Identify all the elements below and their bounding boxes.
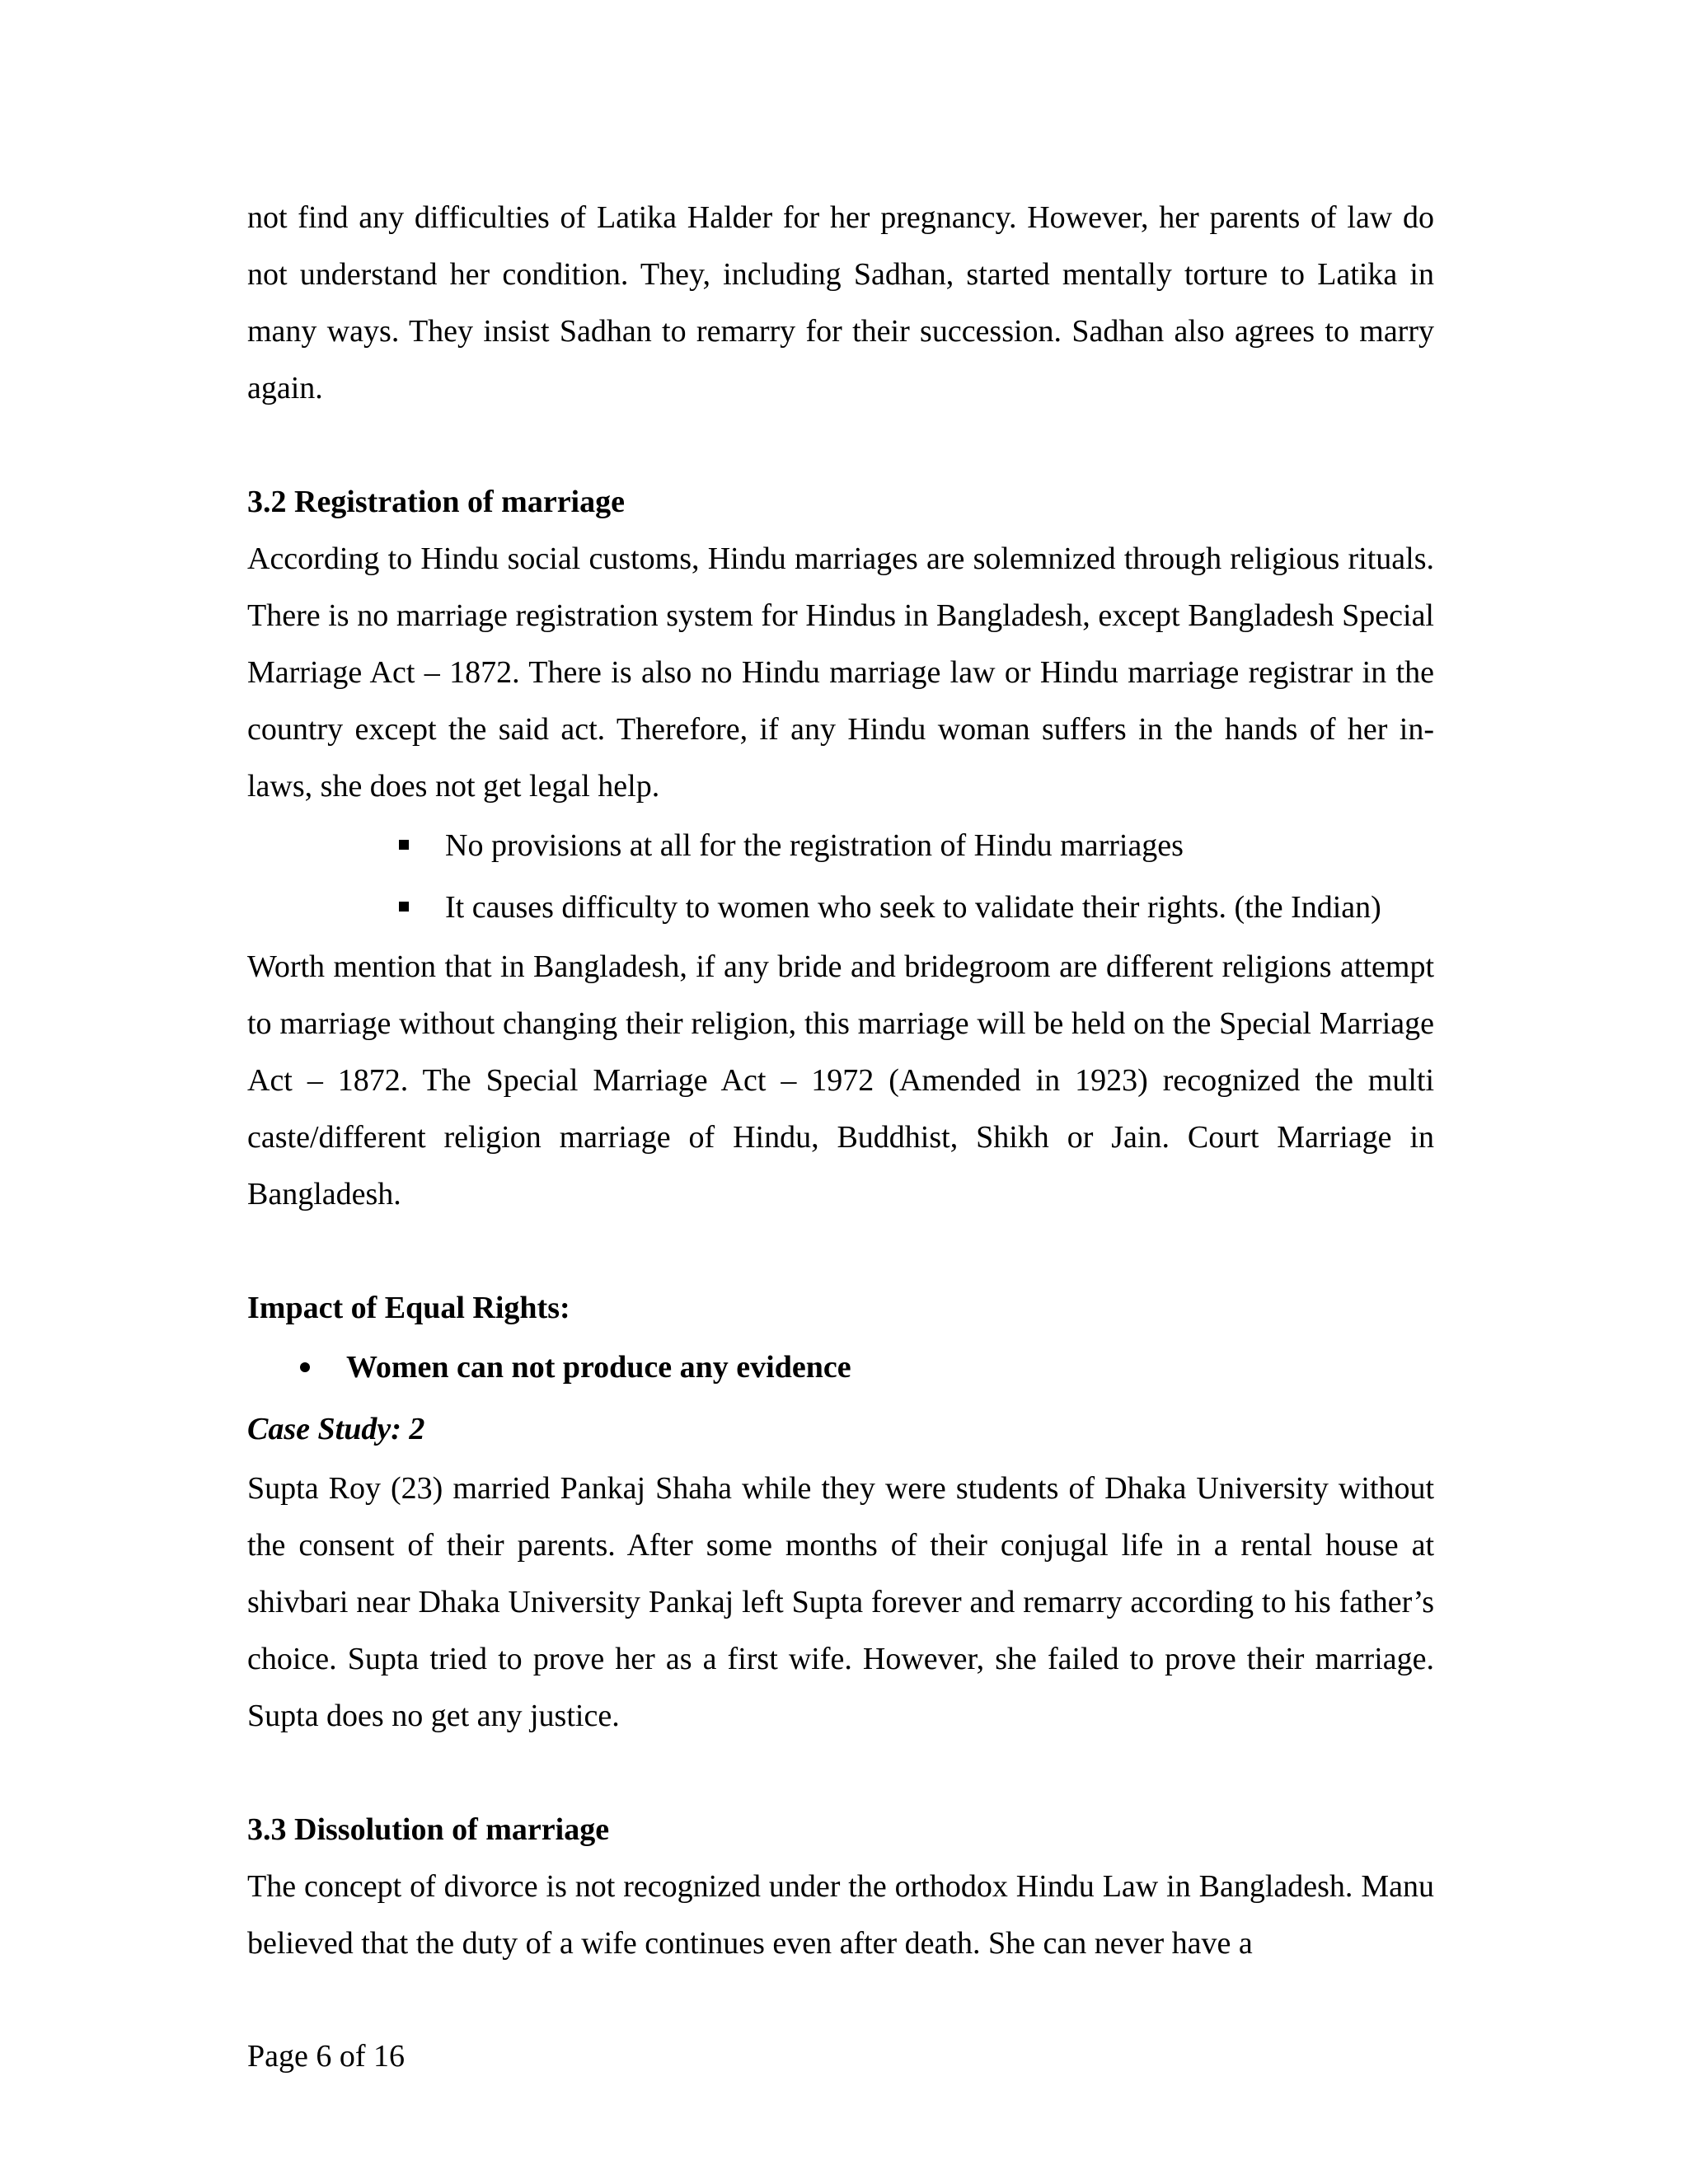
spacer (247, 1745, 1434, 1802)
paragraph-registration: According to Hindu social customs, Hindu marriages are solemnized through religious rituals. There is no marriage registration system for Hindus in Bangladesh, except Bangladesh Special Marriage Act – 1872. There is also no Hindu marriage law or Hindu marriage registrar in the country except the said act. Therefore, if any Hindu woman suffers in the hands of her in-laws, she does not get legal help. (247, 541, 1434, 804)
list-item (396, 877, 1434, 939)
round-bullet-icon (300, 1362, 310, 1372)
square-bullet-icon (399, 840, 409, 850)
list-item (297, 1337, 1434, 1399)
list-item (396, 815, 1434, 877)
list-item-text: No provisions at all for the registration of Hindu marriages (445, 828, 1184, 863)
case-study-title: Case Study: 2 (247, 1412, 425, 1446)
paragraph-special-marriage-act: Worth mention that in Bangladesh, if any bride and bridegroom are different religions attempt to marriage without changing their religion, this marriage will be held on the Special Marriage Act – 1872. The Special Marriage Act – 1972 (Amended in 1923) recognized the multi caste/different religion marriage of Hindu, Buddhist, Shikh or Jain. Court Marriage in Bangladesh. (247, 949, 1434, 1212)
list-item-text: Women can not produce any evidence (346, 1350, 851, 1385)
square-bullet-icon (399, 902, 409, 912)
paragraph-latika: not find any difficulties of Latika Halder for her pregnancy. However, her parents of law do not understand her condition. They, including Sadhan, started mentally torture to Latika in many ways. They insist Sadhan to remarry for their succession. Sadhan also agrees to marry again. (247, 200, 1434, 405)
page-body (247, 190, 1434, 1972)
section-heading-dissolution: 3.3 Dissolution of marriage (247, 1812, 610, 1847)
page-number: Page 6 of 16 (247, 2039, 406, 2074)
paragraph-dissolution: The concept of divorce is not recognized under the orthodox Hindu Law in Bangladesh. Manu believed that the duty of a wife continues even after death. She can never have a (247, 1869, 1434, 1961)
spacer (247, 417, 1434, 474)
paragraph-case-study: Supta Roy (23) married Pankaj Shaha while they were students of Dhaka University without the consent of their parents. After some months of their conjugal life in a rental house at shivbari near Dhaka University Pankaj left Supta forever and remarry according to his father’s choice. Supta tried to prove her as a first wife. However, she failed to prove their marriage. Supta does no get any justice. (247, 1471, 1434, 1733)
impact-list (247, 1337, 1434, 1399)
list-item-text: It causes difficulty to women who seek to validate their rights. (the Indian) (445, 890, 1381, 925)
bullet-list (247, 815, 1434, 939)
section-heading-impact: Impact of Equal Rights: (247, 1291, 570, 1325)
spacer (247, 1223, 1434, 1280)
section-heading-registration: 3.2 Registration of marriage (247, 485, 625, 519)
